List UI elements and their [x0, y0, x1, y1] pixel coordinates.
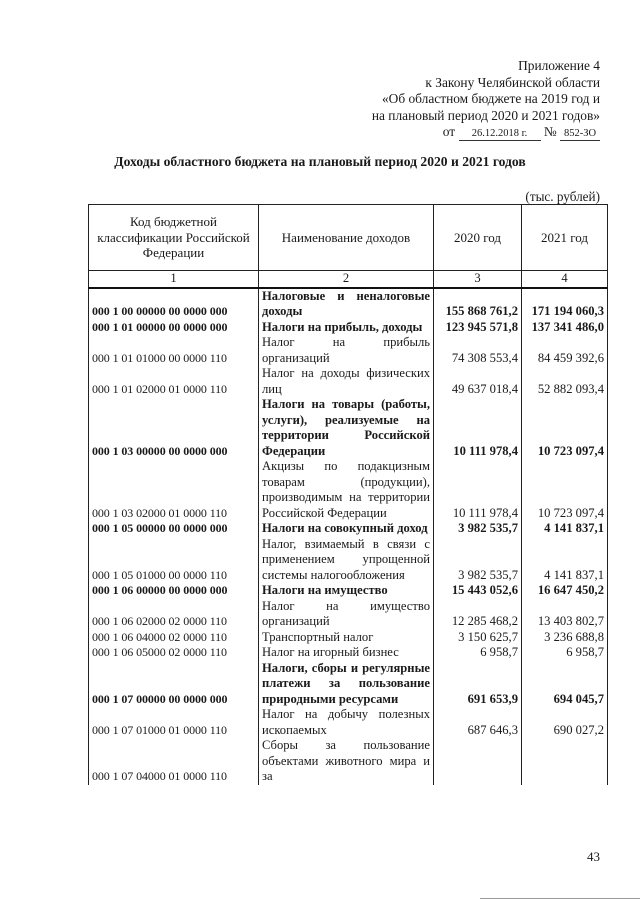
row-code: 000 1 07 04000 01 0000 110: [89, 738, 259, 785]
row-value-2021: 84 459 392,6: [522, 335, 608, 366]
row-value-2021: 690 027,2: [522, 707, 608, 738]
table-row: [89, 521, 608, 537]
from-label: от: [442, 124, 456, 139]
row-name: Налоговые и неналоговые доходы: [259, 288, 434, 320]
column-number: 3: [434, 271, 522, 288]
row-name: Налог на имущество организаций: [259, 599, 434, 630]
table-row: [89, 288, 608, 320]
row-value-2021: 13 403 802,7: [522, 599, 608, 630]
row-value-2020: 10 111 978,4: [434, 397, 522, 459]
appendix-date-line: [372, 124, 600, 141]
table-row: [89, 583, 608, 599]
scan-edge-line: [480, 898, 640, 899]
row-name: Транспортный налог: [259, 630, 434, 646]
row-name: Налог, взимаемый в связи с применением упрощенной системы налогообложения: [259, 537, 434, 584]
table-row: [89, 661, 608, 708]
row-code: 000 1 06 04000 02 0000 110: [89, 630, 259, 646]
table-row: [89, 645, 608, 661]
row-value-2020: 6 958,7: [434, 645, 522, 661]
row-code: 000 1 06 05000 02 0000 110: [89, 645, 259, 661]
row-value-2020: 3 982 535,7: [434, 537, 522, 584]
row-value-2020: [434, 738, 522, 785]
row-value-2020: 691 653,9: [434, 661, 522, 708]
column-number: 4: [522, 271, 608, 288]
table-row: [89, 366, 608, 397]
row-name: Акцизы по подакцизным товарам (продукции), производимым на территории Российской Федерации: [259, 459, 434, 521]
row-value-2021: 52 882 093,4: [522, 366, 608, 397]
table-row: [89, 397, 608, 459]
row-name: Налоги, сборы и регулярные платежи за пользование природными ресурсами: [259, 661, 434, 708]
appendix-line-4: на плановый период 2020 и 2021 годов»: [371, 107, 600, 123]
page-number: 43: [587, 849, 600, 864]
row-code: 000 1 03 00000 00 0000 000: [89, 397, 259, 459]
column-number-row: [89, 271, 608, 288]
appendix-line-1: Приложение 4: [518, 58, 600, 73]
table-row: [89, 599, 608, 630]
row-code: 000 1 06 02000 02 0000 110: [89, 599, 259, 630]
row-name: Налог на игорный бизнес: [259, 645, 434, 661]
row-value-2021: [522, 738, 608, 785]
row-value-2020: 3 150 625,7: [434, 630, 522, 646]
row-value-2021: 16 647 450,2: [522, 583, 608, 599]
table-row: [89, 335, 608, 366]
row-name: Налоги на прибыль, доходы: [259, 320, 434, 336]
number-label: №: [543, 124, 557, 139]
row-name: Налоги на совокупный доход: [259, 521, 434, 537]
row-value-2020: 687 646,3: [434, 707, 522, 738]
row-value-2021: 171 194 060,3: [522, 288, 608, 320]
row-value-2020: 49 637 018,4: [434, 366, 522, 397]
table-row: [89, 459, 608, 521]
row-name: Налоги на имущество: [259, 583, 434, 599]
row-value-2021: 3 236 688,8: [522, 630, 608, 646]
row-value-2020: 155 868 761,2: [434, 288, 522, 320]
row-code: 000 1 06 00000 00 0000 000: [89, 583, 259, 599]
row-code: 000 1 05 01000 00 0000 110: [89, 537, 259, 584]
table-row: [89, 738, 608, 785]
row-code: 000 1 07 00000 00 0000 000: [89, 661, 259, 708]
row-value-2020: 10 111 978,4: [434, 459, 522, 521]
law-number: 852-ЗО: [560, 128, 600, 141]
row-code: 000 1 03 02000 01 0000 110: [89, 459, 259, 521]
row-value-2020: 12 285 468,2: [434, 599, 522, 630]
row-value-2020: 15 443 052,6: [434, 583, 522, 599]
row-value-2021: 10 723 097,4: [522, 397, 608, 459]
table-row: [89, 630, 608, 646]
header-code: Код бюджетной классификации Российской Федерации: [89, 205, 259, 271]
units-label: (тыс. рублей): [525, 189, 600, 204]
row-name: Налог на прибыль организаций: [259, 335, 434, 366]
row-name: Налоги на товары (работы, услуги), реализуемые на территории Российской Федерации: [259, 397, 434, 459]
table-body: [89, 288, 608, 785]
row-name: Налог на доходы физических лиц: [259, 366, 434, 397]
row-code: 000 1 01 00000 00 0000 000: [89, 320, 259, 336]
table-row: [89, 320, 608, 336]
row-name: Налог на добычу полезных ископаемых: [259, 707, 434, 738]
table-row: [89, 537, 608, 584]
row-code: 000 1 01 01000 00 0000 110: [89, 335, 259, 366]
row-value-2020: 74 308 553,4: [434, 335, 522, 366]
table-header-row: [89, 205, 608, 271]
row-value-2021: 4 141 837,1: [522, 521, 608, 537]
row-code: 000 1 07 01000 01 0000 110: [89, 707, 259, 738]
row-value-2021: 10 723 097,4: [522, 459, 608, 521]
table-row: [89, 707, 608, 738]
row-value-2020: 123 945 571,8: [434, 320, 522, 336]
law-date: 26.12.2018 г.: [459, 128, 541, 141]
header-2020: 2020 год: [434, 205, 522, 271]
row-value-2021: 4 141 837,1: [522, 537, 608, 584]
row-value-2021: 6 958,7: [522, 645, 608, 661]
appendix-block: [372, 58, 600, 141]
column-number: 2: [259, 271, 434, 288]
header-name: Наименование доходов: [259, 205, 434, 271]
row-name: Сборы за пользование объектами животного мира и за: [259, 738, 434, 785]
row-value-2021: 694 045,7: [522, 661, 608, 708]
row-code: 000 1 05 00000 00 0000 000: [89, 521, 259, 537]
row-code: 000 1 00 00000 00 0000 000: [89, 288, 259, 320]
row-value-2021: 137 341 486,0: [522, 320, 608, 336]
row-value-2020: 3 982 535,7: [434, 521, 522, 537]
page-title: Доходы областного бюджета на плановый период 2020 и 2021 годов: [114, 154, 526, 169]
appendix-line-2: к Закону Челябинской области: [425, 74, 600, 90]
appendix-line-3: «Об областном бюджете на 2019 год и: [381, 91, 600, 106]
header-2021: 2021 год: [522, 205, 608, 271]
revenue-table: [88, 204, 608, 785]
column-number: 1: [89, 271, 259, 288]
row-code: 000 1 01 02000 01 0000 110: [89, 366, 259, 397]
